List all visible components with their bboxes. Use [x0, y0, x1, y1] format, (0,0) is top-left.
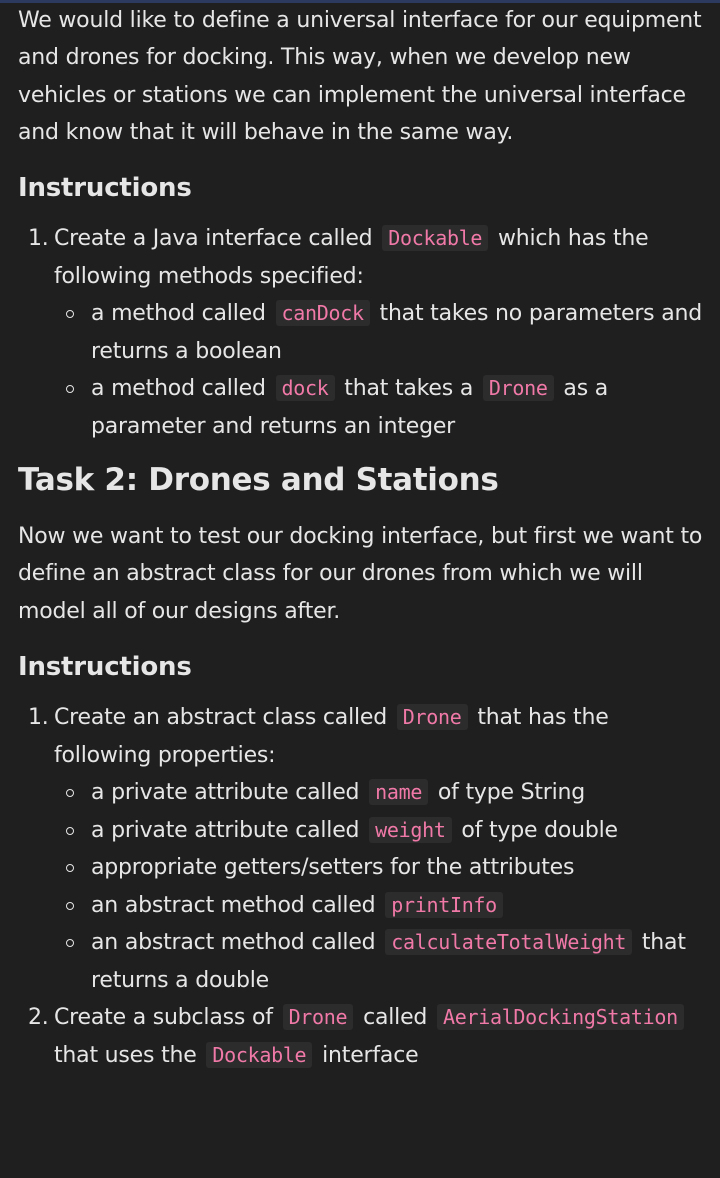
sub-list-item: a private attribute called weight of type double — [91, 812, 708, 850]
task2-description: Now we want to test our docking interface, but first we want to define an abstract class for our drones from which we will model all of our designs after. — [18, 524, 703, 624]
code-drone: Drone — [483, 375, 554, 401]
hollow-bullet-icon — [66, 902, 74, 910]
sub-list — [54, 295, 708, 445]
code-dockable: Dockable — [206, 1042, 312, 1068]
task2-heading: Task 2: Drones and Stations — [18, 462, 499, 499]
code-calculatetotalweight: calculateTotalWeight — [385, 929, 632, 955]
list-number: 1. — [28, 226, 49, 252]
task2-instructions-heading: Instructions — [18, 652, 192, 683]
list-item: 2. Create a subclass of Drone called AerialDockingStation that uses the Dockable interface — [18, 999, 708, 1074]
hollow-bullet-icon — [66, 827, 74, 835]
code-dockable: Dockable — [382, 225, 488, 251]
hollow-bullet-icon — [66, 310, 74, 318]
document-body — [18, 2, 708, 1074]
code-drone: Drone — [283, 1004, 354, 1030]
hollow-bullet-icon — [66, 789, 74, 797]
code-printinfo: printInfo — [385, 892, 503, 918]
hollow-bullet-icon — [66, 864, 74, 872]
list-number: 2. — [28, 1005, 49, 1031]
intro-paragraph: We would like to define a universal interface for our equipment and drones for docking. This way, when we develop new vehicles or stations we can implement the universal interface and know that it will behave in the same way. — [18, 8, 702, 145]
list-item: 1. Create a Java interface called Dockable which has the following methods specified: a method called canDock that takes no parameters and returns a boolean a method called dock that takes a Drone as a parameter and returns an integer — [18, 220, 708, 445]
list-number: 1. — [28, 705, 49, 731]
hollow-bullet-icon — [66, 939, 74, 947]
sub-list-item: a method called dock that takes a Drone as a parameter and returns an integer — [91, 370, 708, 445]
hollow-bullet-icon — [66, 385, 74, 393]
code-candock: canDock — [276, 300, 370, 326]
list-item: 1. Create an abstract class called Drone that has the following properties: a private attribute called name of type String a private attribute called weight of type double appropriate getters/setters for the attributes an abstract method called printInfo an abstract method called calculateTotalWeight that returns a double — [18, 699, 708, 999]
code-drone: Drone — [397, 704, 468, 730]
sub-list-item: an abstract method called calculateTotalWeight that returns a double — [91, 924, 708, 999]
sub-list — [54, 774, 708, 999]
code-aerialdockingstation: AerialDockingStation — [437, 1004, 684, 1030]
task2-instructions-list — [18, 699, 708, 1074]
task1-instructions-list — [18, 220, 708, 445]
code-dock: dock — [276, 375, 335, 401]
task1-instructions-heading: Instructions — [18, 173, 192, 204]
sub-list-item: appropriate getters/setters for the attributes — [91, 849, 708, 887]
code-weight: weight — [369, 817, 451, 843]
sub-list-item: a private attribute called name of type String — [91, 774, 708, 812]
sub-list-item: a method called canDock that takes no parameters and returns a boolean — [91, 295, 708, 370]
sub-list-item: an abstract method called printInfo — [91, 887, 708, 925]
code-name: name — [369, 779, 428, 805]
